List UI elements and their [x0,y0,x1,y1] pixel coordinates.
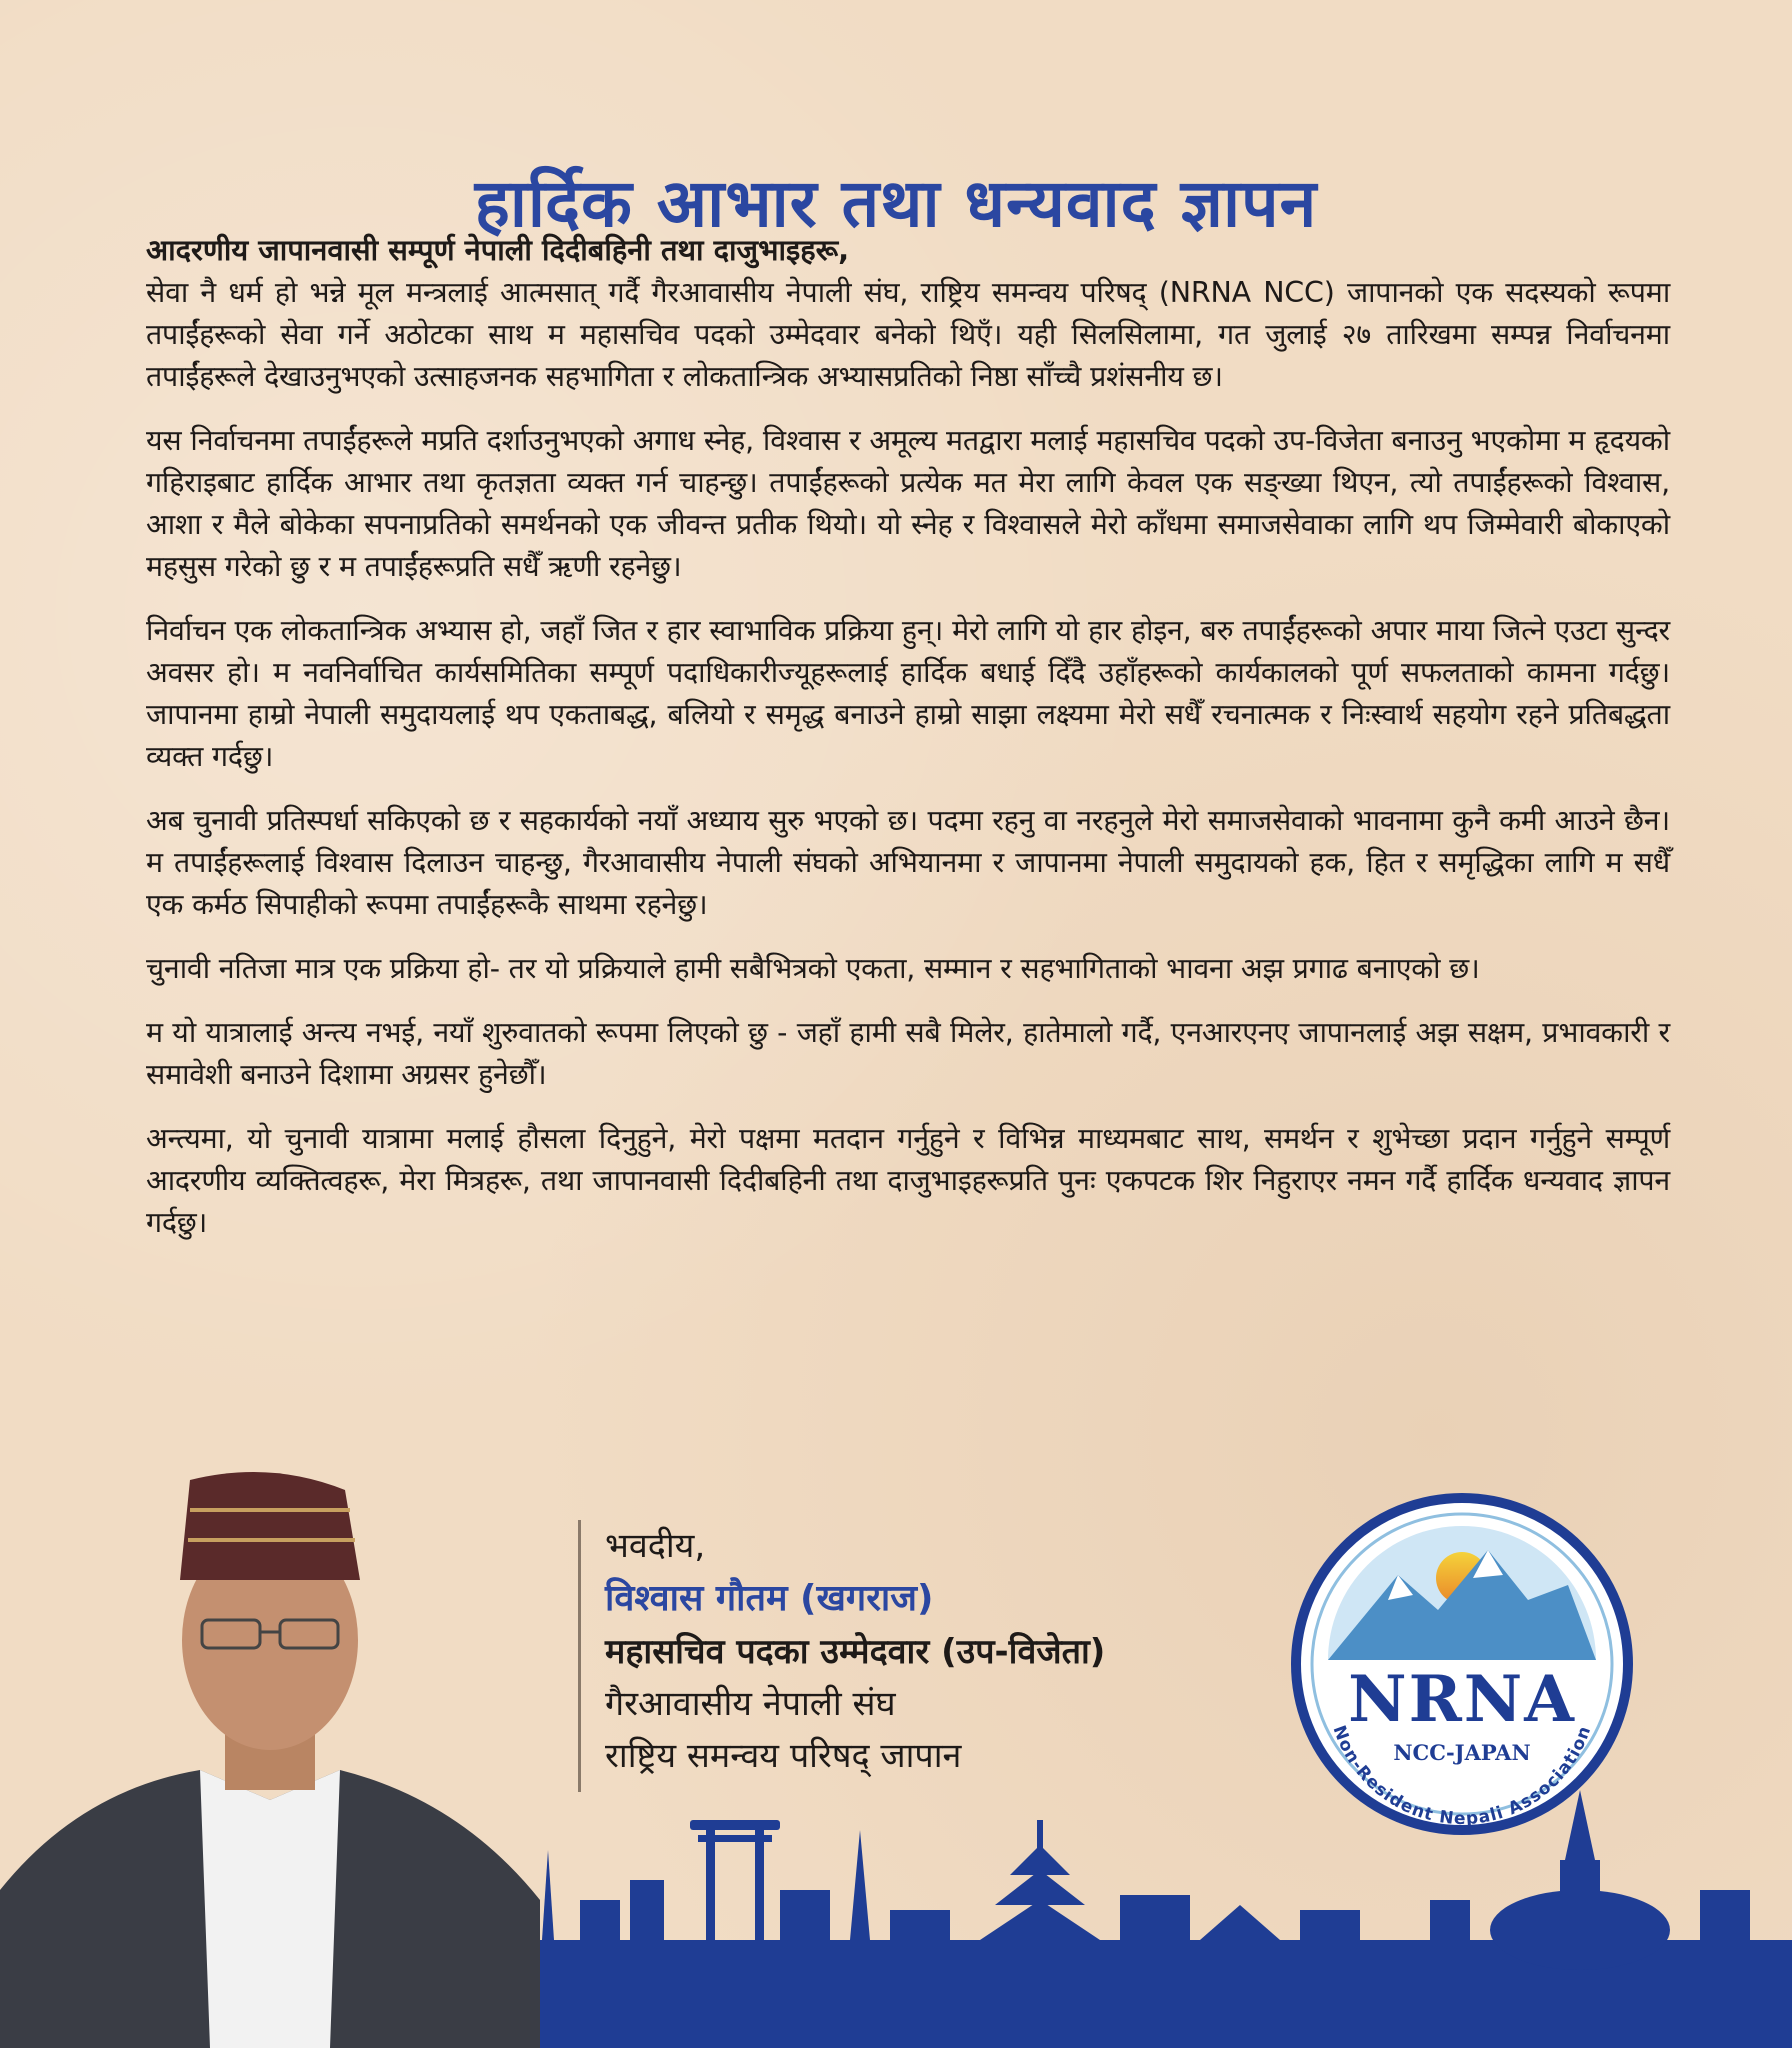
page-title: हार्दिक आभार तथा धन्यवाद ज्ञापन [474,165,1318,243]
paragraph-6: म यो यात्रालाई अन्त्य नभई, नयाँ शुरुवातको रूपमा लिएको छु - जहाँ हामी सबै मिलेर, हातेमालो गर्दै, एनआरएनए जापानलाई अझ सक्षम, प्रभावकारी र समावेशी बनाउने दिशामा अग्रसर हुनेछौँ। [146,1016,1670,1091]
candidate-portrait [0,1470,540,2048]
signer-name: विश्वास गौतम (खगराज) [605,1578,934,1619]
paragraph-5: चुनावी नतिजा मात्र एक प्रक्रिया हो- तर यो प्रक्रियाले हामी सबैभित्रको एकता, सम्मान र सहभागिताको भावना अझ प्रगाढ बनाएको छ। [146,952,1480,985]
logo-arc-text: Non-Resident Nepali Association [1328,1722,1596,1830]
paragraph-2: यस निर्वाचनमा तपाईंहरूले मप्रति दर्शाउनुभएको अगाध स्नेह, विश्वास र अमूल्य मतद्वारा मलाई महासचिव पदको उप-विजेता बनाउनु भएकोमा म हृदयको गहिराइबाट हार्दिक आभार तथा कृतज्ञता व्यक्त गर्न चाहन्छु। तपाईंहरूको प्रत्येक मत मेरा लागि केवल एक सङ्ख्या थिएन, त्यो तपाईंहरूको विश्वास, आशा र मैले बोकेका सपनाप्रतिको समर्थनको एक जीवन्त प्रतीक थियो। यो स्नेह र विश्वासले मेरो काँधमा समाजसेवाका लागि थप जिम्मेवारी बोकाएको महसुस गरेको छु र म तपाईंहरूप्रति सधैँ ऋणी रहनेछु। [146,424,1670,583]
paragraph-4: अब चुनावी प्रतिस्पर्धा सकिएको छ र सहकार्यको नयाँ अध्याय सुरु भएको छ। पदमा रहनु वा नरहनुले मेरो समाजसेवाको भावनामा कुनै कमी आउने छैन। म तपाईंहरूलाई विश्वास दिलाउन चाहन्छु, गैरआवासीय नेपाली संघको अभियानमा र जापानमा नेपाली समुदायको हक, हित र समृद्धिका लागि म सधैँ एक कर्मठ सिपाहीको रूपमा तपाईंहरूकै साथमा रहनेछु। [146,804,1670,921]
paragraph-1: सेवा नै धर्म हो भन्ने मूल मन्त्रलाई आत्मसात् गर्दै गैरआवासीय नेपाली संघ, राष्ट्रिय समन्वय परिषद् (NRNA NCC) जापानको एक सदस्यको रूपमा तपाईंहरूको सेवा गर्ने अठोटका साथ म महासचिव पदको उम्मेदवार बनेको थिएँ। यही सिलसिलामा, गत जुलाई २७ तारिखमा सम्पन्न निर्वाचनमा तपाईंहरूले देखाउनुभएको उत्साहजनक सहभागिता र लोकतान्त्रिक अभ्यासप्रतिको निष्ठा साँच्चै प्रशंसनीय छ। [146,276,1670,393]
letter-body [146,228,1670,1266]
nrna-logo [1288,1490,1636,1838]
org-line-2: राष्ट्रिय समन्वय परिषद् जापान [605,1736,962,1776]
signer-role: महासचिव पदका उम्मेदवार (उप-विजेता) [605,1632,1106,1672]
salutation: आदरणीय जापानवासी सम्पूर्ण नेपाली दिदीबहिनी तथा दाजुभाइहरू, [146,233,850,267]
paragraph-3: निर्वाचन एक लोकतान्त्रिक अभ्यास हो, जहाँ जित र हार स्वाभाविक प्रक्रिया हुन्। मेरो लागि यो हार होइन, बरु तपाईंहरूको अपार माया जित्ने एउटा सुन्दर अवसर हो। म नवनिर्वाचित कार्यसमितिका सम्पूर्ण पदाधिकारीज्यूहरूलाई हार्दिक बधाई दिँदै उहाँहरूको कार्यकालको पूर्ण सफलताको कामना गर्दछु। जापानमा हाम्रो नेपाली समुदायलाई थप एकताबद्ध, बलियो र समृद्ध बनाउने हाम्रो साझा लक्ष्यमा मेरो सधैँ रचनात्मक र निःस्वार्थ सहयोग रहने प्रतिबद्धता व्यक्त गर्दछु। [146,614,1670,773]
paragraph-7: अन्त्यमा, यो चुनावी यात्रामा मलाई हौसला दिनुहुने, मेरो पक्षमा मतदान गर्नुहुने र विभिन्न माध्यमबाट साथ, समर्थन र शुभेच्छा प्रदान गर्नुहुने सम्पूर्ण आदरणीय व्यक्तित्वहरू, मेरा मित्रहरू, तथा जापानवासी दिदीबहिनी तथा दाजुभाइहरूप्रति पुनः एकपटक शिर निहुराएर नमन गर्दै हार्दिक धन्यवाद ज्ञापन गर्दछु। [146,1122,1670,1239]
logo-acronym: NRNA [1348,1662,1576,1737]
signature-block [578,1520,1105,1792]
closing-text: भवदीय, [605,1526,706,1566]
org-line-1: गैरआवासीय नेपाली संघ [605,1684,896,1724]
logo-chapter: NCC-JAPAN [1393,1740,1531,1765]
